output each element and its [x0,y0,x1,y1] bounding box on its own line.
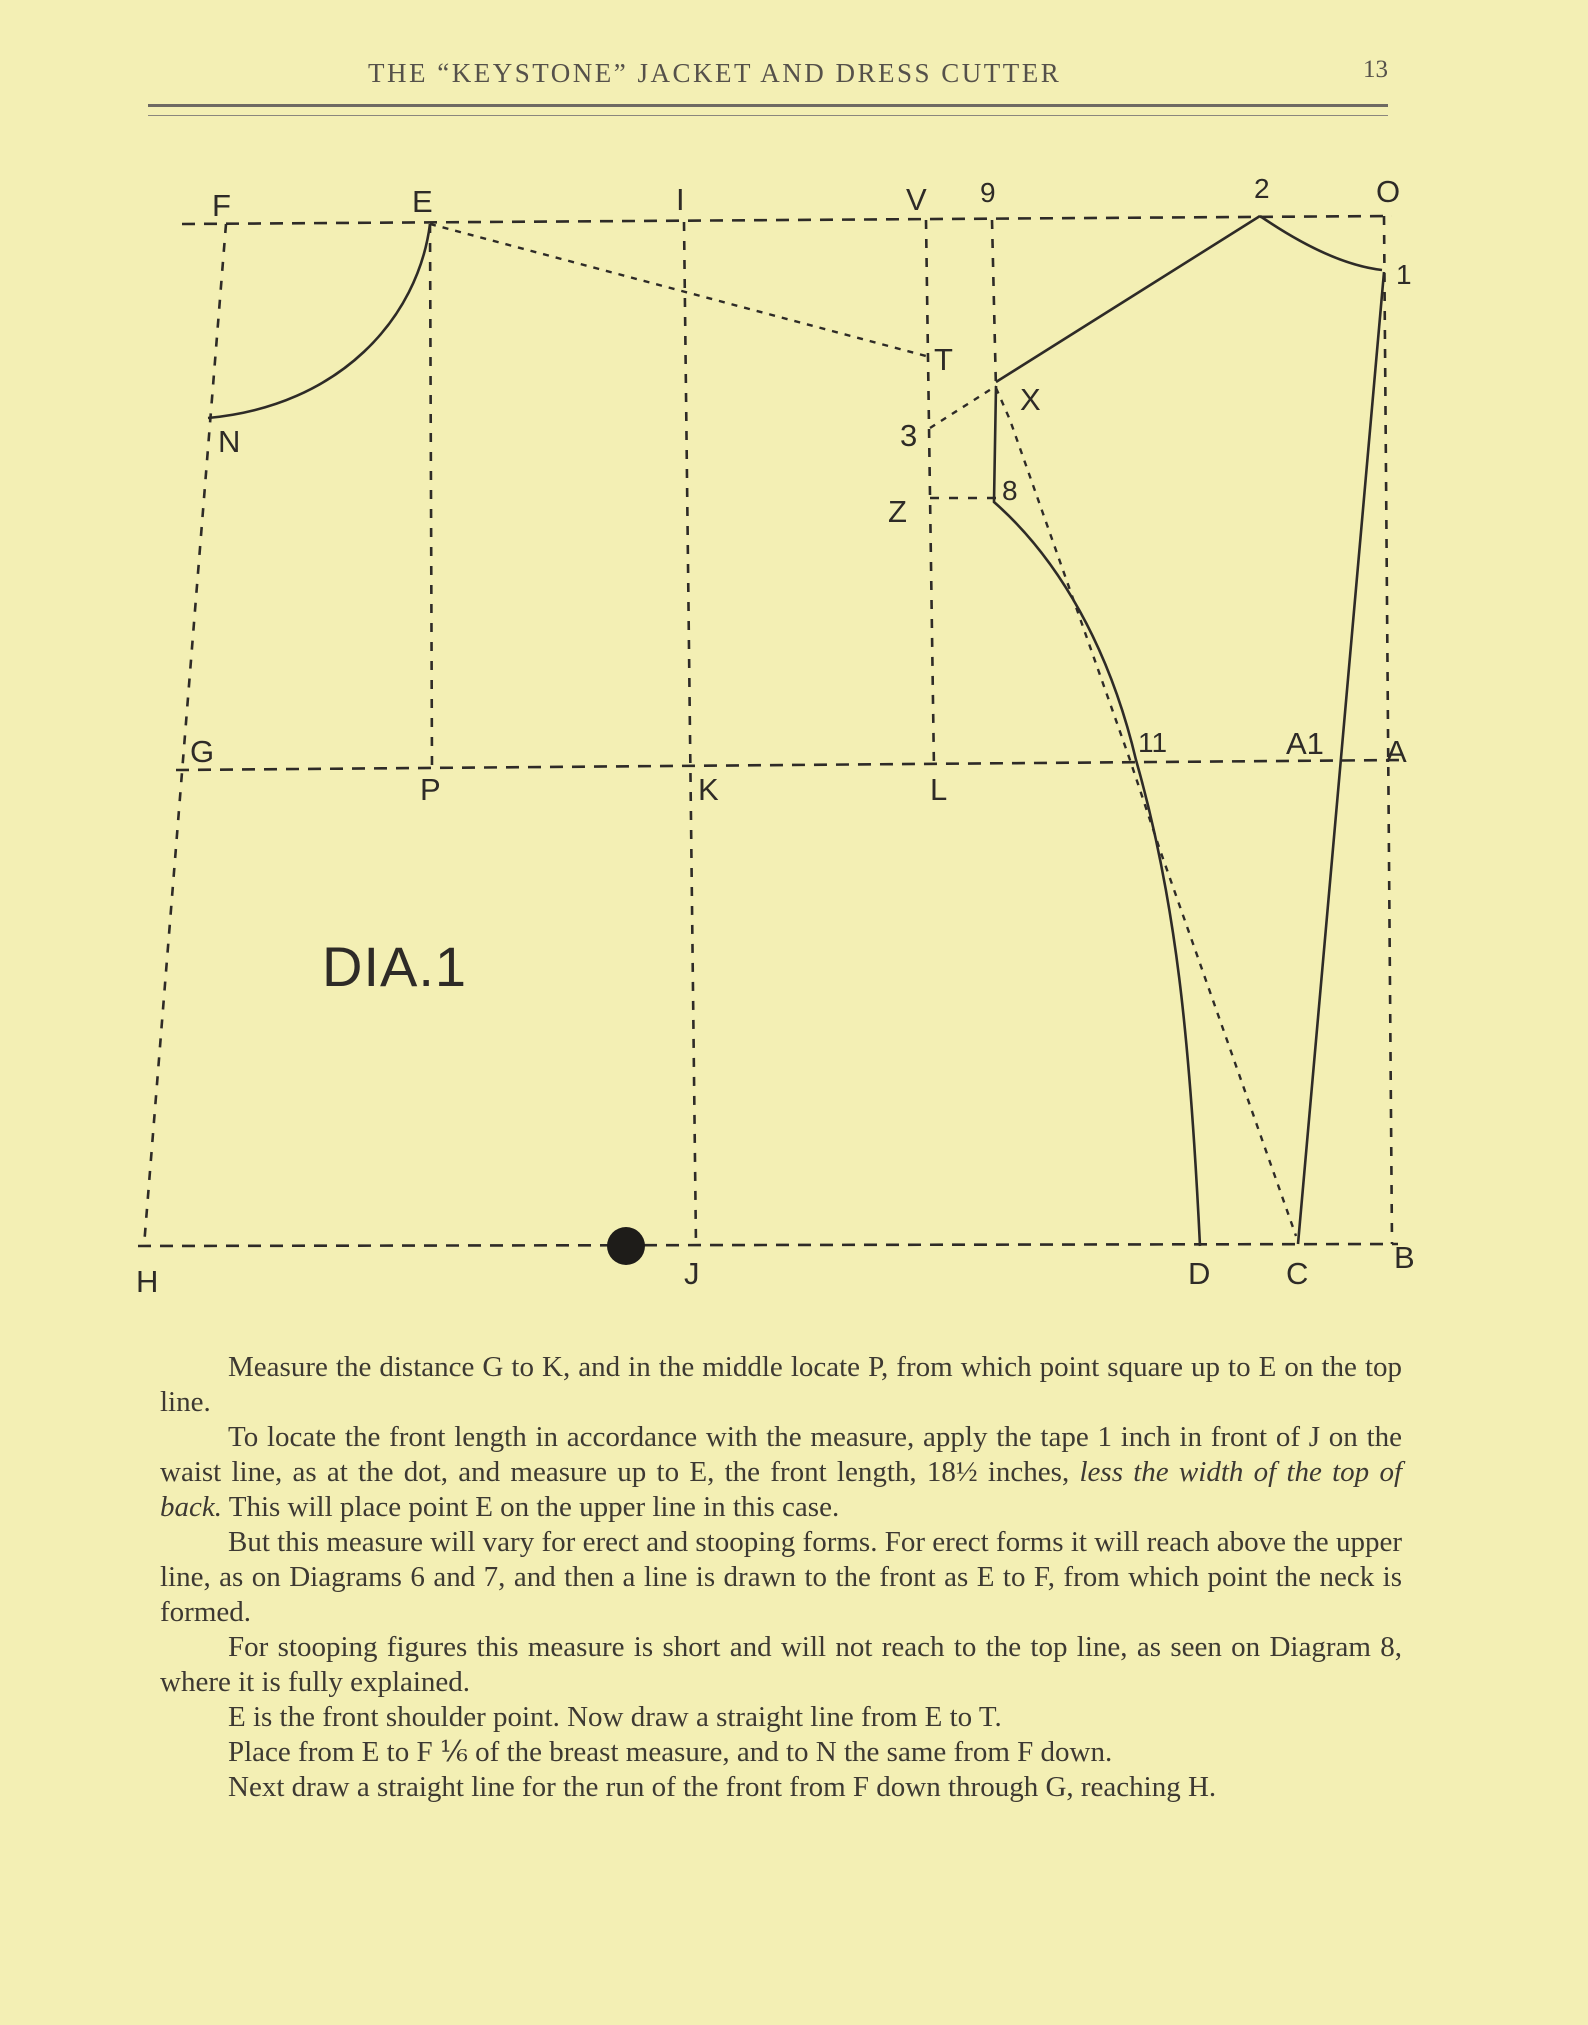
label-d: D [1188,1256,1211,1291]
label-x: X [1020,382,1041,417]
label-3: 3 [900,418,918,453]
paragraph-2-end: This will place point E on the upper line in this case. [228,1491,840,1523]
label-h: H [136,1264,159,1299]
armhole-seam-curve [994,386,1200,1246]
label-k: K [698,772,719,807]
dotted-hip-line [996,388,1296,1236]
label-t: T [934,342,953,377]
line-e-p [430,224,432,770]
label-9: 9 [980,177,996,208]
paragraph-2 [160,1420,1402,1525]
page-number: 13 [1363,56,1388,83]
paragraph-3: But this measure will vary for erect and stooping forms. For erect forms it will reach above the upper line, as on Diagrams 6 and 7, and then a line is drawn to the front as E to F, from which point the neck is formed. [160,1526,1402,1628]
label-e: E [412,184,433,219]
label-n: N [218,424,241,459]
label-a1: A1 [1286,726,1324,761]
waist-dot [607,1227,645,1265]
label-g: G [190,734,215,769]
label-1: 1 [1396,259,1412,290]
top-line [182,216,1392,224]
label-f: F [212,188,231,223]
bottom-line [138,1244,1398,1246]
waist-line [176,760,1402,770]
instruction-text [160,1350,1402,1805]
paragraph-2-italic: less the width of the top of back. [160,1456,1402,1523]
label-z: Z [888,494,907,529]
label-a: A [1386,734,1407,769]
label-v: V [906,182,927,217]
line-i-j [684,222,696,1246]
label-2: 2 [1254,173,1270,204]
label-11: 11 [1138,727,1168,758]
paragraph-7: Next draw a straight line for the run of the front from F down through G, reaching H. [228,1771,1217,1803]
diagram-title: DIA.1 [322,935,468,998]
label-l: L [930,772,948,807]
running-title: THE “KEYSTONE” JACKET AND DRESS CUTTER [368,58,1062,88]
paragraph-5: E is the front shoulder point. Now draw a straight line from E to T. [228,1701,1002,1733]
label-b: B [1394,1240,1415,1275]
paragraph-4: For stooping figures this measure is short and will not reach to the top line, as seen on Diagram 8, where it is fully explained. [160,1631,1402,1698]
label-8: 8 [1002,475,1018,506]
label-o: O [1376,174,1401,209]
shoulder-line [996,216,1260,382]
label-j: J [684,1256,700,1291]
line-v-l [926,220,934,770]
paragraph-2-start: To locate the front length in accordance with the measure, apply the tape 1 inch in front of J on the waist line, as at the dot, and measure up to E, the front length, 18½ inches, [160,1421,1402,1488]
label-p: P [420,772,441,807]
label-c: C [1286,1256,1309,1291]
neck-curve [208,224,430,418]
paragraph-1: Measure the distance G to K, and in the middle locate P, from which point square up to E on the top line. [160,1351,1402,1418]
paragraph-6: Place from E to F ⅙ of the breast measure, and to N the same from F down. [228,1736,1113,1768]
line-3-x [930,386,996,428]
line-9 [992,220,996,390]
neck-curve-back [1260,216,1382,270]
line-o-b [1384,216,1392,1244]
label-i: I [676,182,685,217]
line-e-t [430,224,926,356]
